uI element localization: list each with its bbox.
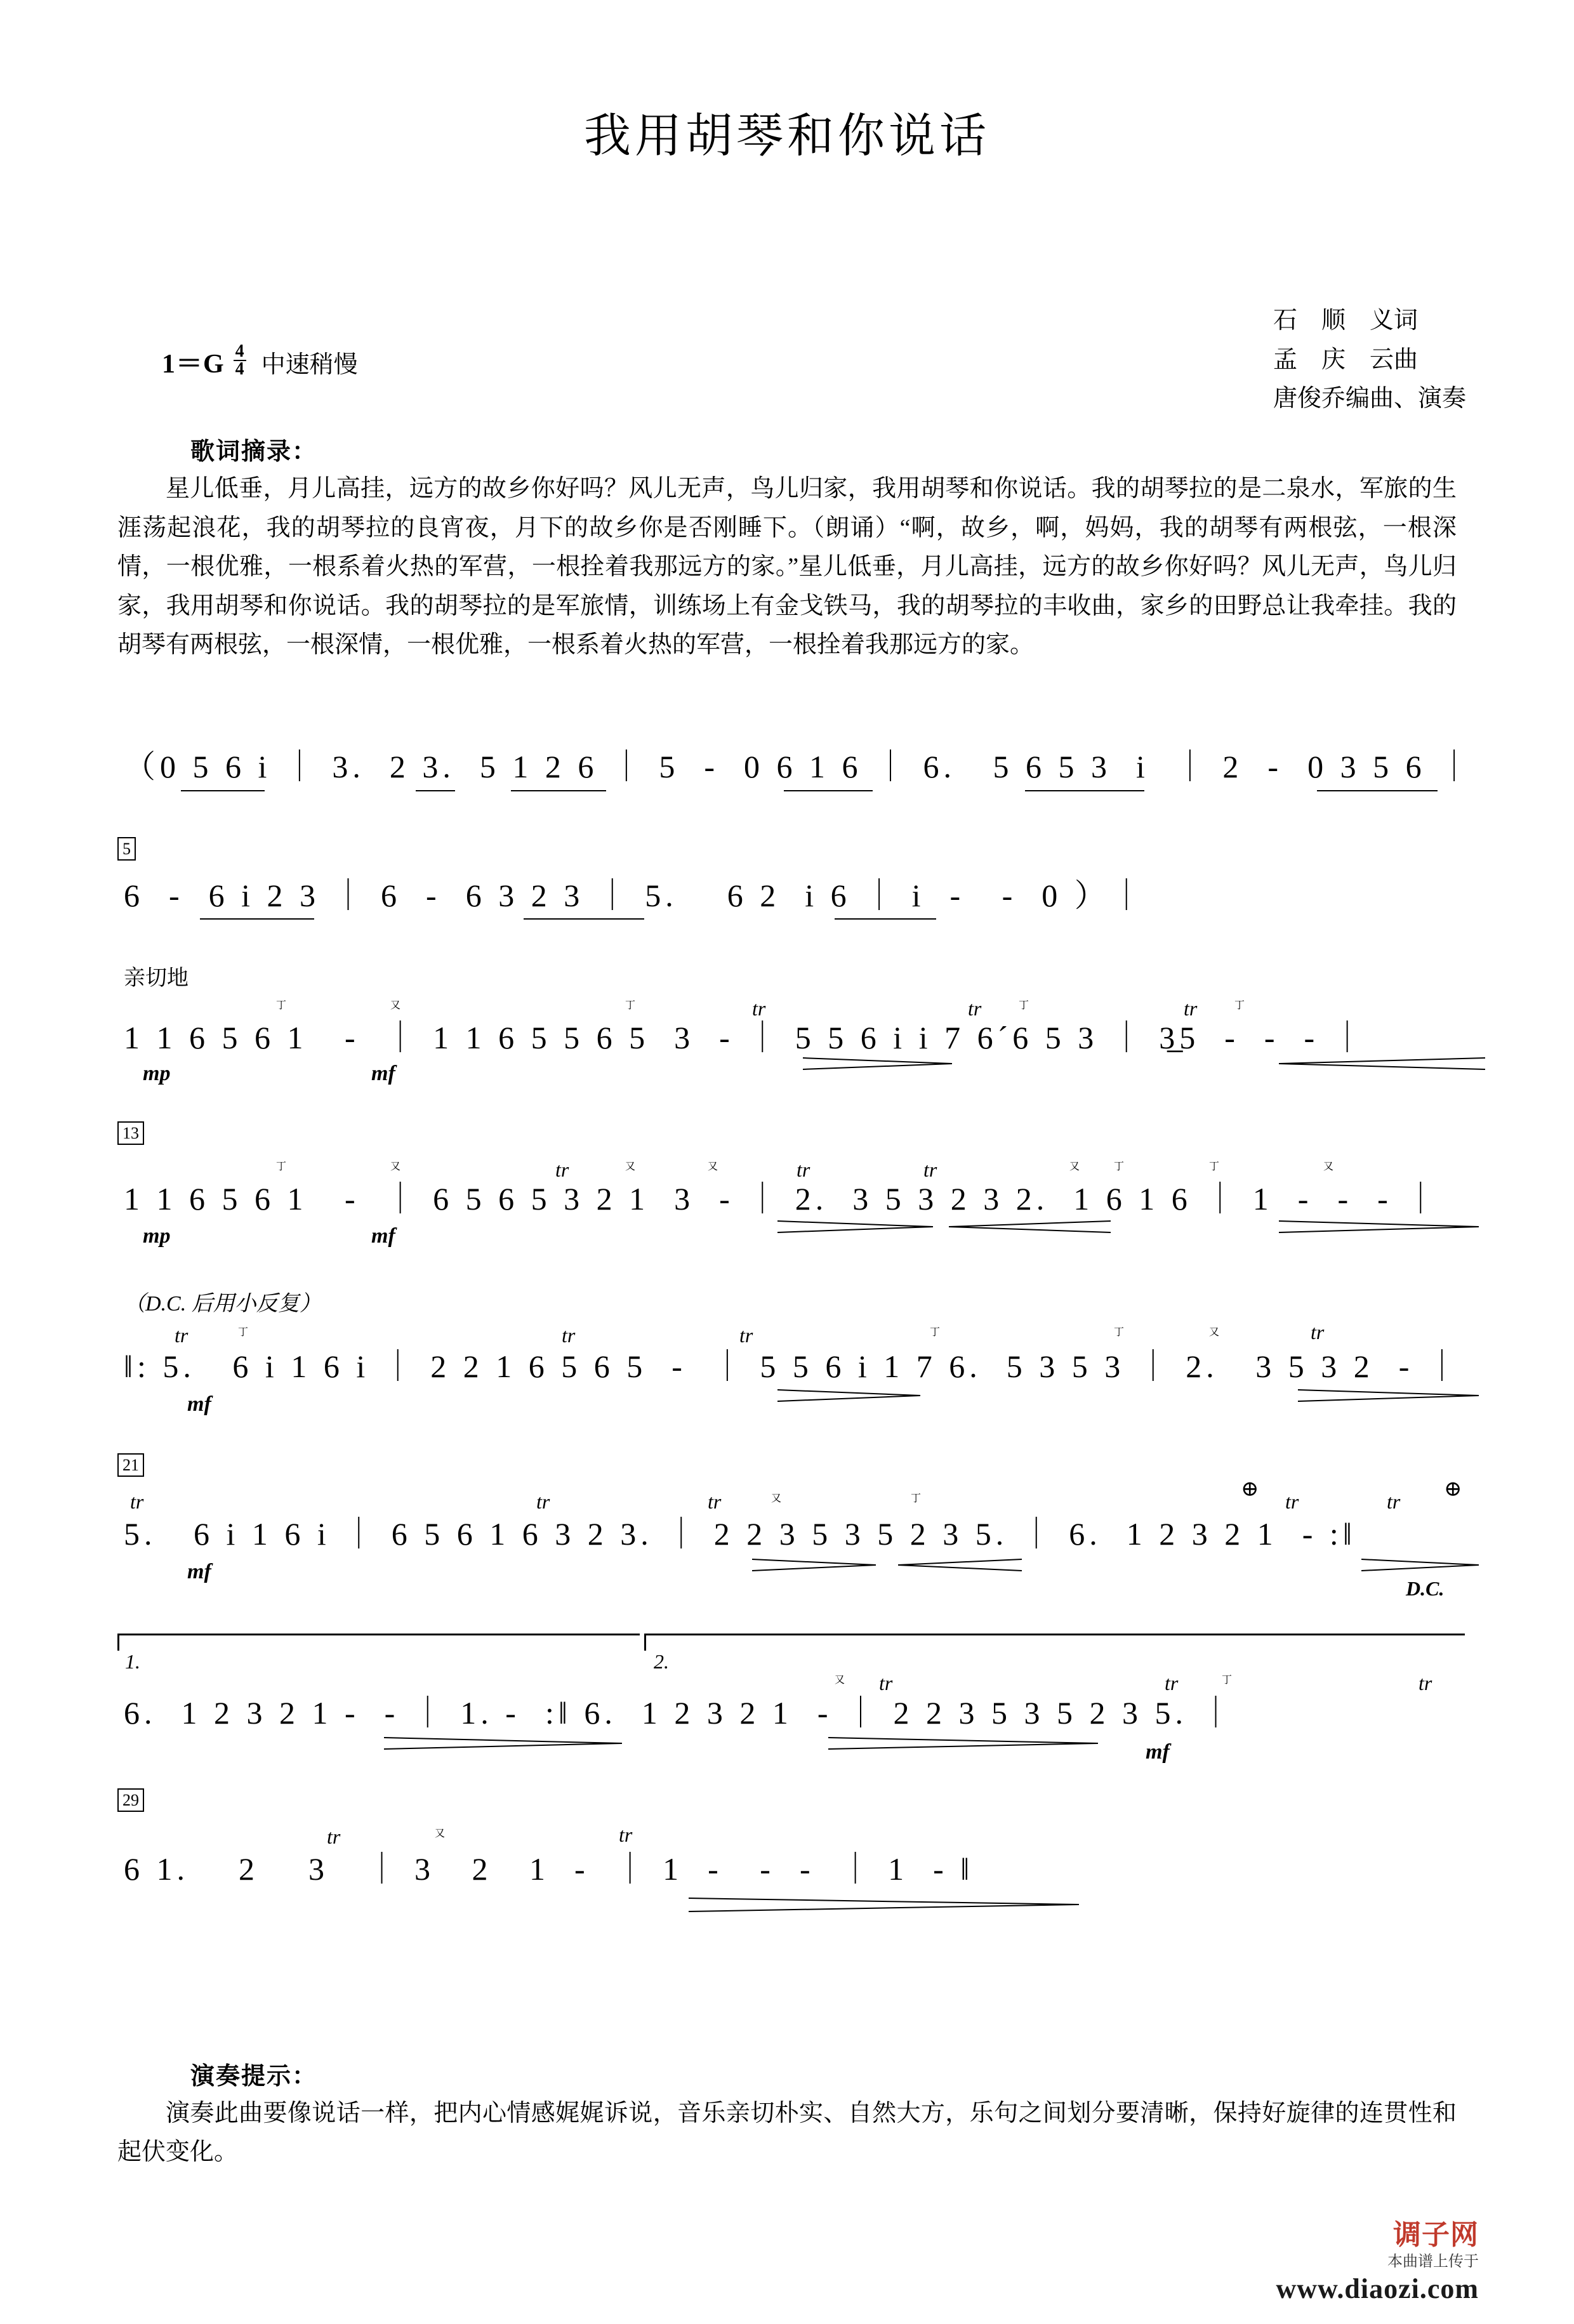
ornament-ding-icon: 丁	[1209, 1161, 1220, 1172]
score-system-1	[117, 727, 1475, 828]
ornament-ding-icon: 丁	[1114, 1161, 1125, 1172]
hairpin-diminuendo	[777, 1220, 936, 1237]
ornament-tr-icon: tr	[879, 1672, 893, 1694]
beam	[835, 918, 936, 920]
time-signature	[234, 343, 246, 378]
ornament-tr-icon: tr	[797, 1158, 810, 1181]
dynamic-mp: mp	[143, 1224, 171, 1248]
ornament-ding-icon: 丁	[276, 1161, 287, 1172]
beam	[784, 790, 873, 791]
hairpin-crescendo	[898, 1558, 1025, 1575]
ornament-tr-icon: tr	[923, 1158, 937, 1181]
score-system-4	[117, 1121, 1463, 1283]
ornament-ding-icon: 丁	[1019, 1000, 1029, 1011]
dacapo-marking: D.C.	[1406, 1577, 1445, 1600]
key-signature: 1＝G	[162, 350, 225, 379]
volta-1-bracket	[117, 1634, 640, 1651]
hairpin-diminuendo	[777, 1389, 923, 1406]
ornament-tr-icon: tr	[708, 1490, 722, 1513]
ornament-ding-icon: 丁	[911, 1493, 922, 1504]
hairpin-diminuendo	[1279, 1057, 1488, 1074]
beam	[1025, 790, 1144, 791]
dynamic-mf: mf	[371, 1062, 395, 1085]
ornament-ding-icon: 丁	[930, 1327, 941, 1338]
score-body	[117, 727, 1475, 1937]
beam	[1317, 790, 1438, 791]
ornament-tr-icon: tr	[739, 1324, 753, 1347]
site-logo[interactable]	[1276, 2217, 1479, 2252]
score-system-7	[117, 1627, 1463, 1786]
upload-note: 本曲谱上传于	[1387, 2254, 1479, 2270]
hairpin-diminuendo	[384, 1736, 625, 1753]
system-1-notes: （0 5 6 i ｜ 3. 2 3. 5 1 2 6 ｜ 5 - 0 6 1 6 ｜ 6. 5 6 5 3 i ｜ 2 - 0 3 5 6 ｜	[124, 749, 1475, 784]
ornament-ding-icon: 丁	[238, 1327, 249, 1338]
footer	[1276, 2217, 1479, 2306]
hairpin-diminuendo	[689, 1896, 1082, 1916]
ornament-tr-icon: tr	[1165, 1672, 1179, 1694]
ornament-tr-icon: tr	[752, 997, 766, 1020]
credit-composer: 孟 庆 云曲	[1273, 346, 1418, 373]
dynamic-mf: mf	[187, 1560, 211, 1583]
system-8-notes: 6 1. 2 3 ｜ 3 2 1 - ｜ 1 - - - ｜ 1 - ‖	[124, 1851, 974, 1887]
score-system-2	[117, 831, 1463, 958]
beam	[181, 790, 265, 791]
system-4-notes: 1 1 6 5 6 1 - ｜ 6 5 6 5 3 2 1 3 - ｜ 2. 3 5 3 2 3 2. 1 6 1 6 ｜ 1 - - - ｜	[124, 1181, 1441, 1217]
ornament-you-icon: 又	[390, 1161, 401, 1172]
hairpin-crescendo	[949, 1220, 1114, 1237]
dynamic-mp: mp	[143, 1062, 171, 1085]
measure-number: 29	[117, 1788, 144, 1812]
hairpin-diminuendo	[1279, 1220, 1482, 1237]
hairpin-diminuendo	[803, 1057, 955, 1074]
score-system-5	[117, 1286, 1463, 1451]
ornament-you-icon: 又	[835, 1675, 845, 1686]
ornament-tr-icon: tr	[1285, 1490, 1299, 1513]
credit-lyricist: 石 顺 义词	[1273, 307, 1418, 334]
dynamic-mf: mf	[1146, 1740, 1170, 1764]
ornament-tr-icon: tr	[130, 1490, 144, 1513]
time-signature-numerator: 4	[234, 343, 246, 361]
hairpin-diminuendo	[752, 1558, 879, 1575]
lyrics-heading: 歌词摘录：	[190, 439, 318, 465]
ornament-you-icon: 又	[625, 1161, 636, 1172]
system-3-notes: 1 1 6 5 6 1 - ｜ 1 1 6 5 5 6 5 3 - ｜ 5 5 6 i i 7 6ˊ6 5 3 ｜ 3̲5 - - - ｜	[124, 1020, 1368, 1055]
measure-number: 5	[117, 837, 136, 861]
beam	[524, 918, 644, 920]
ornament-you-icon: 又	[390, 1000, 401, 1011]
key-and-tempo	[162, 343, 358, 381]
ornament-you-icon: 又	[1209, 1327, 1220, 1338]
time-signature-denominator: 4	[235, 359, 244, 379]
lyrics-text: 星儿低垂，月儿高挂，远方的故乡你好吗？风儿无声，鸟儿归家，我用胡琴和你说话。我的胡琴拉的是二泉水，军旅的生涯荡起浪花，我的胡琴拉的良宵夜，月下的故乡你是否刚睡下。（朗诵）“啊，故乡，啊，妈妈，我的胡琴有两根弦，一根深情，一根优雅，一根系着火热的军营，一根拴着我那远方的家。”星儿低垂，月儿高挂，远方的故乡你好吗？风儿无声，鸟儿归家，我用胡琴和你说话。我的胡琴拉的是军旅情，训练场上有金戈铁马，我的胡琴拉的丰收曲，家乡的田野总让我牵挂。我的胡琴有两根弦，一根深情，一根优雅，一根系着火热的军营，一根拴着我那远方的家。	[117, 475, 1457, 659]
ornament-tr-icon: tr	[619, 1823, 633, 1846]
hairpin-diminuendo	[1361, 1558, 1482, 1575]
beam	[511, 790, 606, 791]
beam	[200, 918, 314, 920]
beam	[416, 790, 455, 791]
measure-number: 13	[117, 1121, 144, 1145]
ornament-you-icon: 又	[1323, 1161, 1334, 1172]
ornament-tr-icon: tr	[1184, 997, 1198, 1020]
dynamic-mf: mf	[187, 1392, 211, 1416]
system-6-notes: 5. 6 i 1 6 i ｜ 6 5 6 1 6 3 2 3. ｜ 2 2 3 5 3 5 2 3 5. ｜ 6. 1 2 3 2 1 - :‖	[124, 1516, 1356, 1552]
credits-block	[1273, 301, 1466, 419]
ornament-you-icon: 又	[1069, 1161, 1080, 1172]
ornament-ding-icon: 丁	[1114, 1327, 1125, 1338]
ornament-you-icon: 又	[708, 1161, 718, 1172]
measure-number: 21	[117, 1453, 144, 1477]
ornament-ding-icon: 丁	[1222, 1675, 1233, 1686]
repeat-instruction: （D.C. 后用小反复）	[124, 1292, 321, 1316]
ornament-tr-icon: tr	[968, 997, 982, 1020]
ornament-tr-icon: tr	[1419, 1672, 1432, 1694]
ornament-you-icon: 又	[771, 1493, 782, 1504]
ornament-tr-icon: tr	[327, 1825, 341, 1848]
ornament-tr-icon: tr	[562, 1324, 576, 1347]
score-system-6	[117, 1453, 1463, 1625]
expression-marking: 亲切地	[124, 967, 188, 990]
ornament-tr-icon: tr	[1311, 1321, 1325, 1344]
site-url[interactable]: www.diaozi.com	[1276, 2273, 1479, 2304]
ornament-tr-icon: tr	[1387, 1490, 1401, 1513]
volta-1-label: 1.	[125, 1650, 140, 1673]
system-7-notes: 6. 1 2 3 2 1 - - ｜ 1. - :‖ 6. 1 2 3 2 1 - ｜ 2 2 3 5 3 5 2 3 5. ｜	[124, 1695, 1236, 1731]
credit-arranger: 唐俊乔编曲、演奏	[1273, 385, 1466, 413]
hairpin-diminuendo	[828, 1736, 1101, 1753]
harmonic-icon: ⊕	[1444, 1477, 1462, 1501]
performance-heading: 演奏提示：	[190, 2063, 318, 2090]
volta-2-label: 2.	[654, 1650, 669, 1673]
hairpin-diminuendo	[1298, 1389, 1482, 1406]
ornament-ding-icon: 丁	[276, 1000, 287, 1011]
harmonic-icon: ⊕	[1241, 1477, 1259, 1501]
performance-text: 演奏此曲要像说话一样，把内心情感娓娓诉说，音乐亲切朴实、自然大方，乐句之间划分要清晰，保持好旋律的连贯性和起伏变化。	[117, 2100, 1457, 2165]
dynamic-mf: mf	[371, 1224, 395, 1248]
page-title: 我用胡琴和你说话	[584, 110, 990, 162]
ornament-tr-icon: tr	[175, 1324, 188, 1347]
system-2-notes: 6 - 6 i 2 3 ｜ 6 - 6 3 2 3 ｜ 5. 6 2 i 6 ｜ i - - 0 ）｜	[124, 878, 1147, 913]
site-name-cn: 调子网	[1393, 2219, 1479, 2250]
ornament-ding-icon: 丁	[1234, 1000, 1245, 1011]
ornament-ding-icon: 丁	[625, 1000, 636, 1011]
tempo-marking: 中速稍慢	[261, 351, 358, 378]
ornament-tr-icon: tr	[555, 1158, 569, 1181]
sheet-music-page	[0, 98, 1574, 2324]
score-system-3	[117, 960, 1463, 1119]
ornament-tr-icon: tr	[536, 1490, 550, 1513]
ornament-you-icon: 又	[435, 1828, 446, 1839]
score-system-8	[117, 1788, 1463, 1934]
system-5-notes: ‖: 5. 6 i 1 6 i ｜ 2 2 1 6 5 6 5 - ｜ 5 5 6 i 1 7 6. 5 3 5 3 ｜ 2. 3 5 3 2 - ｜	[124, 1349, 1462, 1384]
volta-2-bracket	[644, 1634, 1465, 1651]
